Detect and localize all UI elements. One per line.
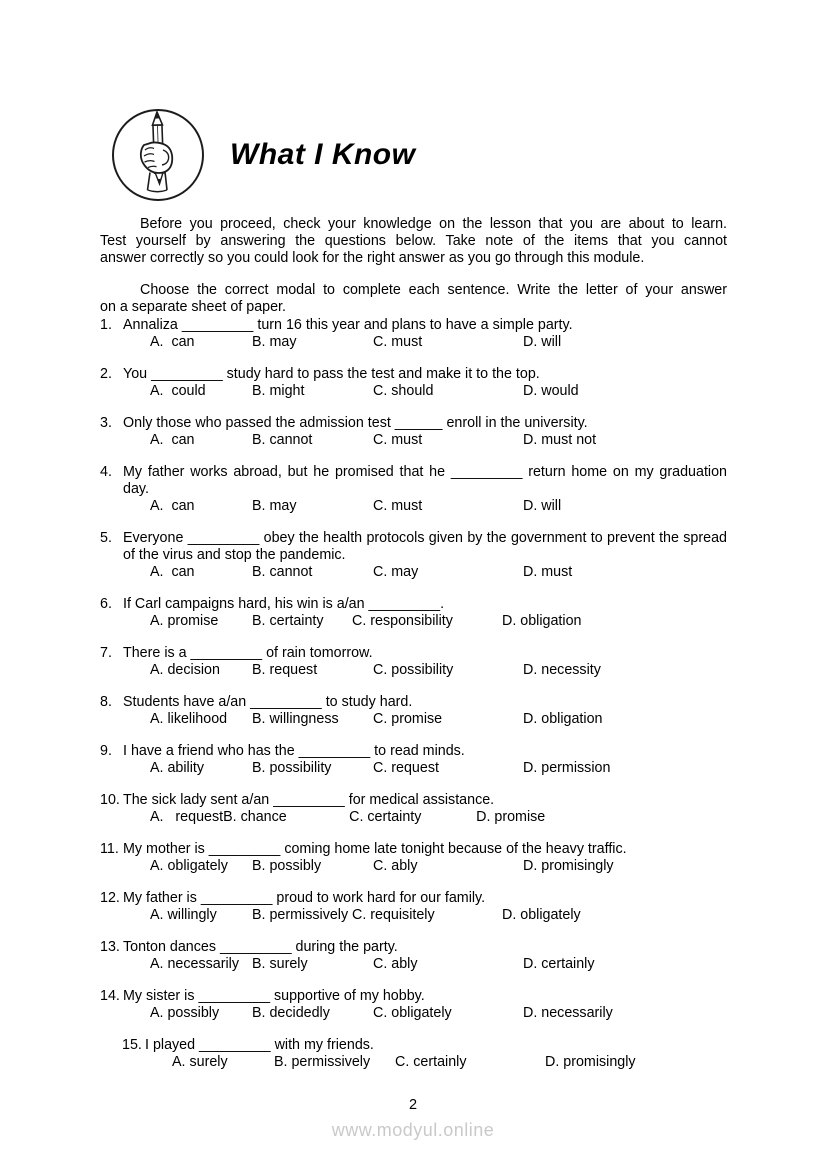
question-item <box>100 988 727 1022</box>
option-d: D. obligation <box>523 711 603 727</box>
question-options <box>123 334 727 351</box>
text-line: There is a _________ of rain tomorrow. <box>123 645 373 661</box>
option-b: B. decidedly <box>252 1005 330 1021</box>
option-a: A. can <box>150 334 195 350</box>
question-item <box>100 596 727 630</box>
question-options <box>123 662 727 679</box>
option-d: D. must not <box>523 432 597 448</box>
option-a: A. could <box>150 383 206 399</box>
question-options <box>123 809 727 826</box>
option-c: C. requisitely <box>352 907 435 923</box>
option-c: C. must <box>373 498 423 514</box>
option-d: D. promisingly <box>545 1054 636 1070</box>
question-options <box>123 858 727 875</box>
text-line: Before you proceed, check your knowledge on the lesson that you are about to learn. <box>140 216 727 232</box>
question-text <box>123 464 727 498</box>
option-a: A. surely <box>172 1054 228 1070</box>
question-item <box>100 464 727 515</box>
text-line: My father works abroad, but he promised that he _________ return home on my graduation <box>123 464 727 480</box>
option-d: D. must <box>523 564 573 580</box>
question-text <box>123 694 727 711</box>
question-options <box>123 613 727 630</box>
option-d: D. would <box>523 383 579 399</box>
page-title: What I Know <box>230 138 416 171</box>
question-item <box>100 841 727 875</box>
question-options <box>123 711 727 728</box>
text-line: of the virus and stop the pandemic. <box>123 547 346 563</box>
question-text <box>123 988 727 1005</box>
text-line: Tonton dances _________ during the party. <box>123 939 398 955</box>
option-d: D. necessity <box>523 662 601 678</box>
option-a: A. necessarily <box>150 956 239 972</box>
question-item <box>100 530 727 581</box>
question-number: 8. <box>100 694 112 710</box>
option-b: B. permissively <box>274 1054 371 1070</box>
question-item <box>100 939 727 973</box>
question-text <box>123 317 727 334</box>
option-a: A. can <box>150 498 195 514</box>
question-number: 13. <box>100 939 120 955</box>
option-d: D. obligation <box>502 613 582 629</box>
option-b: B. may <box>252 498 297 514</box>
text-line: answer correctly so you could look for the right answer as you go through this module. <box>100 250 645 266</box>
option-c: C. should <box>373 383 434 399</box>
option-d: D. will <box>523 334 562 350</box>
option-c: C. request <box>373 760 439 776</box>
question-options <box>123 1005 727 1022</box>
option-d: D. will <box>523 498 562 514</box>
option-a: A. ability <box>150 760 205 776</box>
text-line: The sick lady sent a/an _________ for medical assistance. <box>123 792 495 808</box>
question-text <box>123 596 727 613</box>
text-line: Only those who passed the admission test ______ enroll in the university. <box>123 415 588 431</box>
option-a: A. can <box>150 564 195 580</box>
option-d: D. certainly <box>523 956 595 972</box>
question-number: 14. <box>100 988 120 1004</box>
question-item <box>100 792 727 826</box>
hand-holding-pencil-icon <box>110 107 206 203</box>
question-number: 10. <box>100 792 120 808</box>
option-b: B. possibly <box>252 858 322 874</box>
option-d: D. permission <box>523 760 611 776</box>
text-line: Test yourself by answering the questions below. Take note of the items that you cannot <box>100 233 727 249</box>
option-b: B. cannot <box>252 432 313 448</box>
question-number: 11. <box>100 841 119 857</box>
section-header <box>110 107 415 203</box>
watermark-text: www.modyul.online <box>331 1120 495 1140</box>
option-b: B. may <box>252 334 297 350</box>
option-b: B. request <box>252 662 318 678</box>
text-line: My sister is _________ supportive of my hobby. <box>123 988 425 1004</box>
option-c: C. ably <box>373 858 418 874</box>
question-number: 2. <box>100 366 112 382</box>
question-number: 1. <box>100 317 112 333</box>
text-line: day. <box>123 481 149 497</box>
text-line: on a separate sheet of paper. <box>100 299 286 315</box>
option-b: B. surely <box>252 956 308 972</box>
text-line: Students have a/an _________ to study hard. <box>123 694 413 710</box>
intro-paragraph-2 <box>100 282 727 316</box>
text-line: I have a friend who has the _________ to read minds. <box>123 743 465 759</box>
question-list <box>100 317 727 1071</box>
question-options <box>123 564 727 581</box>
text-line: Everyone _________ obey the health protocols given by the government to prevent the spread <box>123 530 727 546</box>
option-b: B. possibility <box>252 760 332 776</box>
option-c: C. may <box>373 564 419 580</box>
question-number: 9. <box>100 743 112 759</box>
question-text <box>123 530 727 564</box>
question-item <box>100 694 727 728</box>
option-c: C. responsibility <box>352 613 453 629</box>
question-item <box>100 366 727 400</box>
option-d: D. necessarily <box>523 1005 613 1021</box>
question-options <box>123 760 727 777</box>
option-c: C. ably <box>373 956 418 972</box>
option-d: D. obligately <box>502 907 581 923</box>
page-number: 2 <box>408 1097 418 1113</box>
option-c: C. promise <box>373 711 443 727</box>
option-b: B. permissively <box>252 907 349 923</box>
option-a: A. can <box>150 432 195 448</box>
option-b: B. willingness <box>252 711 339 727</box>
question-text <box>123 743 727 760</box>
question-text <box>145 1037 727 1054</box>
option-c: C. must <box>373 432 423 448</box>
option-a: A. promise <box>150 613 219 629</box>
option-a: A. willingly <box>150 907 217 923</box>
question-options <box>123 907 727 924</box>
option-a: A. decision <box>150 662 220 678</box>
option-a: A. likelihood <box>150 711 228 727</box>
question-text <box>123 890 727 907</box>
option-b: B. chance <box>223 809 287 825</box>
option-c: C. possibility <box>373 662 454 678</box>
question-number: 7. <box>100 645 112 661</box>
question-options <box>123 383 727 400</box>
text-line: My mother is _________ coming home late tonight because of the heavy traffic. <box>123 841 627 857</box>
question-item <box>100 415 727 449</box>
text-line: Choose the correct modal to complete each sentence. Write the letter of your answer <box>140 282 727 298</box>
text-line: My father is _________ proud to work hard for our family. <box>123 890 486 906</box>
question-options <box>123 432 727 449</box>
option-a: A. obligately <box>150 858 228 874</box>
question-text <box>123 645 727 662</box>
question-number: 5. <box>100 530 112 546</box>
option-c: C. certainly <box>395 1054 467 1070</box>
option-d: D. promisingly <box>523 858 614 874</box>
question-item <box>122 1037 727 1071</box>
question-number: 6. <box>100 596 112 612</box>
text-line: Annaliza _________ turn 16 this year and plans to have a simple party. <box>123 317 573 333</box>
question-number: 15. <box>122 1037 142 1053</box>
question-number: 4. <box>100 464 112 480</box>
text-line: I played _________ with my friends. <box>145 1037 374 1053</box>
question-options <box>123 498 727 515</box>
worksheet-content <box>100 216 727 1086</box>
option-b: B. might <box>252 383 305 399</box>
option-d: D. promise <box>476 809 546 825</box>
question-text <box>123 841 727 858</box>
question-text <box>123 366 727 383</box>
option-c: C. must <box>373 334 423 350</box>
question-text <box>123 939 727 956</box>
question-number: 12. <box>100 890 120 906</box>
option-b: B. cannot <box>252 564 313 580</box>
option-c: C. certainty <box>349 809 422 825</box>
question-text <box>123 792 727 809</box>
question-item <box>100 743 727 777</box>
option-b: B. certainty <box>252 613 324 629</box>
question-item <box>100 645 727 679</box>
question-options <box>145 1054 727 1071</box>
question-item <box>100 317 727 351</box>
question-item <box>100 890 727 924</box>
text-line: If Carl campaigns hard, his win is a/an _________. <box>123 596 445 612</box>
option-a: A. request <box>150 809 224 825</box>
question-number: 3. <box>100 415 112 431</box>
intro-paragraph-1 <box>100 216 727 267</box>
option-a: A. possibly <box>150 1005 220 1021</box>
option-c: C. obligately <box>373 1005 452 1021</box>
question-text <box>123 415 727 432</box>
question-options <box>123 956 727 973</box>
text-line: You _________ study hard to pass the test and make it to the top. <box>123 366 540 382</box>
